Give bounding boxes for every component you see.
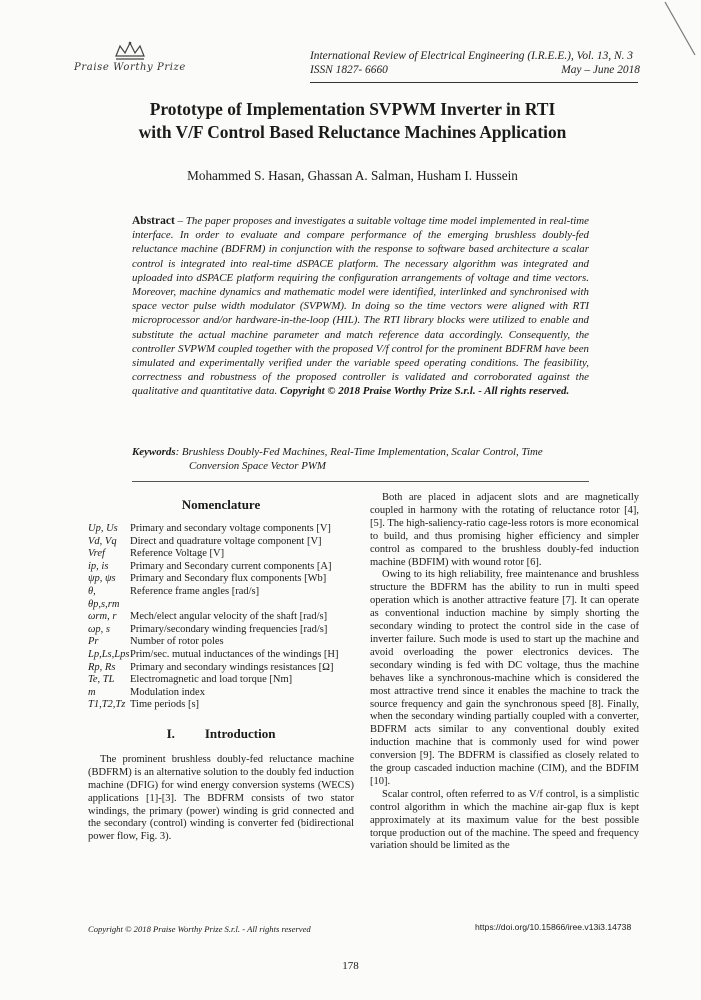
keywords-line-1: : Brushless Doubly-Fed Machines, Real-Time Implementation, Scalar Control, Time — [175, 446, 543, 458]
title-line-1: Prototype of Implementation SVPWM Inverter in RTI — [149, 99, 556, 119]
authors: Mohammed S. Hasan, Ghassan A. Salman, Husham I. Hussein — [187, 168, 518, 183]
nomenclature-symbol: m — [88, 686, 96, 698]
crown-icon — [112, 40, 148, 62]
nomenclature-description: Mech/elect angular velocity of the shaft [rad/s] — [130, 611, 328, 623]
nomenclature-symbol: Up, Us — [88, 523, 118, 534]
abstract-copyright: Copyright © 2018 Praise Worthy Prize S.r.l. - All rights reserved. — [279, 385, 570, 398]
nomenclature-description: Reference frame angles [rad/s] — [130, 585, 260, 597]
nomenclature-symbol: θ, θp,s,rm — [88, 585, 120, 610]
nomenclature-description: Electromagnetic and load torque [Nm] — [130, 674, 293, 686]
nomenclature-symbol: Rp, Rs — [88, 661, 116, 673]
keywords — [132, 445, 589, 473]
nomenclature-heading: Nomenclature — [181, 497, 261, 512]
nomenclature-description: Primary/secondary winding frequencies [rad/s] — [130, 623, 328, 635]
nomenclature-symbol: ip, is — [88, 560, 109, 572]
doi-link[interactable]: https://doi.org/10.15866/iree.v13i3.14738 — [475, 922, 632, 932]
nomenclature-list — [88, 523, 354, 712]
journal-name: International Review of Electrical Engineering (I.R.E.E.), Vol. 13, N. 3 — [310, 50, 633, 62]
nomenclature-symbol: Lp,Ls,Lps — [88, 648, 130, 660]
introduction-heading — [88, 726, 354, 742]
abstract-label: Abstract — [132, 215, 175, 227]
keywords-line-2: Conversion Space Vector PWM — [189, 460, 327, 473]
right-column — [370, 492, 639, 853]
nomenclature-symbol: Vd, Vq — [88, 535, 117, 547]
right-paragraph-2: Owing to its high reliability, free maintenance and brushless structure the BDFRM has the ability to run in multi speed operation which is another attractive feature [7]. It can operate as conventional induction machine by simply shorting the secondary winding to protect the control side in the case of inverter failure. Such mode is used to start up the machine and avoid overloading the power electronics devices. The secondary winding is fed with DC voltage, thus the machine behaves like a synchronous-machine which is considered the most attractive trend since it enables the machine to track the source frequency and gain the synchronous speed [8]. Finally, when the secondary winding partially coupled with a converter, BDFRM acts similar to any conventional doubly exited induction machine that is commonly used for wind power conversion [9]. The BDFRM is classified as closely related to the group cascaded induction machine (CIM), and the BDFIM [10]. — [370, 569, 639, 787]
nomenclature-description: Number of rotor poles — [130, 636, 224, 648]
footer-copyright: Copyright © 2018 Praise Worthy Prize S.r.l. - All rights reserved — [88, 924, 311, 934]
nomenclature-description: Primary and Secondary flux components [Wb] — [130, 573, 327, 585]
publisher-logo — [70, 40, 190, 90]
section-title: Introduction — [204, 725, 276, 741]
nomenclature-symbol: Te, TL — [88, 674, 115, 686]
keywords-label: Keywords — [132, 446, 176, 458]
nomenclature-description: Time periods [s] — [130, 699, 200, 711]
issue-date: May – June 2018 — [561, 64, 640, 76]
nomenclature-description: Primary and secondary voltage components [V] — [130, 523, 331, 534]
abstract — [132, 214, 589, 399]
scan-mark-decoration — [660, 0, 700, 60]
nomenclature-symbol: ωp, s — [88, 623, 110, 635]
right-paragraph-3: Scalar control, often referred to as V/f control, is a simplistic control algorithm in which the machine air-gap flux is kept approximately at its maximum value for the best possible torque production out of the machine. The speed and frequency variation should be limited as the — [370, 788, 639, 852]
nomenclature-description: Modulation index — [130, 686, 205, 698]
nomenclature-symbol: T1,T2,Tz — [88, 699, 126, 711]
nomenclature-symbol: ψp, ψs — [88, 573, 116, 585]
left-column — [88, 494, 354, 844]
paper-title — [80, 98, 625, 144]
nomenclature-description: Reference Voltage [V] — [130, 548, 225, 560]
nomenclature-symbol: Vref — [88, 548, 105, 560]
nomenclature-description: Primary and secondary windings resistances [Ω] — [130, 661, 334, 673]
section-number: I. — [166, 725, 175, 741]
title-line-2: with V/F Control Based Reluctance Machines Application — [138, 122, 567, 142]
abstract-text: – The paper proposes and investigates a suitable voltage time model implemented in real-time interface. In order to evaluate and compare performance of the emerging brushless doubly-fed reluctance machine (BDFRM) in conjunction with the response to software based architecture a scalar control is integrated into real-time dSPACE platform. The necessary algorithm was integrated and uploaded into dSPACE platform requiring the configuration arrangements of voltage and time vectors. Moreover, machine dynamics and mathematic model were identified, interlinked and synchronised with space vector pulse width modulator (SVPWM). In doing so the time vectors were aligned with RTI microprocessor and/or hardware-in-the-loop (HIL). The RTI library blocks were utilized to enable and substitute the actual machine parameter and match reference data accordingly. Consequently, the controller SVPWM coupled together with the proposed V/f control for the prominent BDFRM have been simulated and experimentally verified under the variable speed operating conditions. The feasibility, correctness and robustness of the proposed controller is validated and corroborated against the qualitative and quantitative data. — [132, 215, 589, 398]
nomenclature-description: Prim/sec. mutual inductances of the windings [H] — [130, 648, 339, 660]
page-number: 178 — [342, 960, 359, 972]
keywords-rule — [132, 481, 589, 482]
nomenclature-description: Primary and Secondary current components [A] — [130, 560, 332, 572]
nomenclature-symbol: ωrm, r — [88, 611, 117, 623]
nomenclature-description: Direct and quadrature voltage component [V] — [130, 535, 322, 547]
header-rule — [310, 82, 638, 83]
right-paragraph-1: Both are placed in adjacent slots and are magnetically coupled in harmony with the rotating of reluctance rotor [4], [5]. The high-saliency-ratio cage-less rotors is more economical to build, and thus promising higher efficiency and simpler control as compared to the brushless doubly-fed induction machine (BDFIM) with wound rotor [6]. — [370, 492, 639, 568]
publisher-logo-text: Praise Worthy Prize — [74, 62, 186, 73]
journal-header — [310, 49, 640, 83]
issn: ISSN 1827- 6660 — [310, 64, 388, 76]
nomenclature-symbol: Pr — [88, 636, 99, 648]
intro-paragraph-1: The prominent brushless doubly-fed reluctance machine (BDFRM) is an alternative solution to the doubly fed induction machine (DFIG) for wind energy conversion systems (WECS) applications [1]-[3]. The BDFRM consists of two stator windings, the primary (power) winding is grid connected and the secondary (control) winding is converter fed (bidirectional power flow, Fig. 3). — [88, 753, 354, 843]
